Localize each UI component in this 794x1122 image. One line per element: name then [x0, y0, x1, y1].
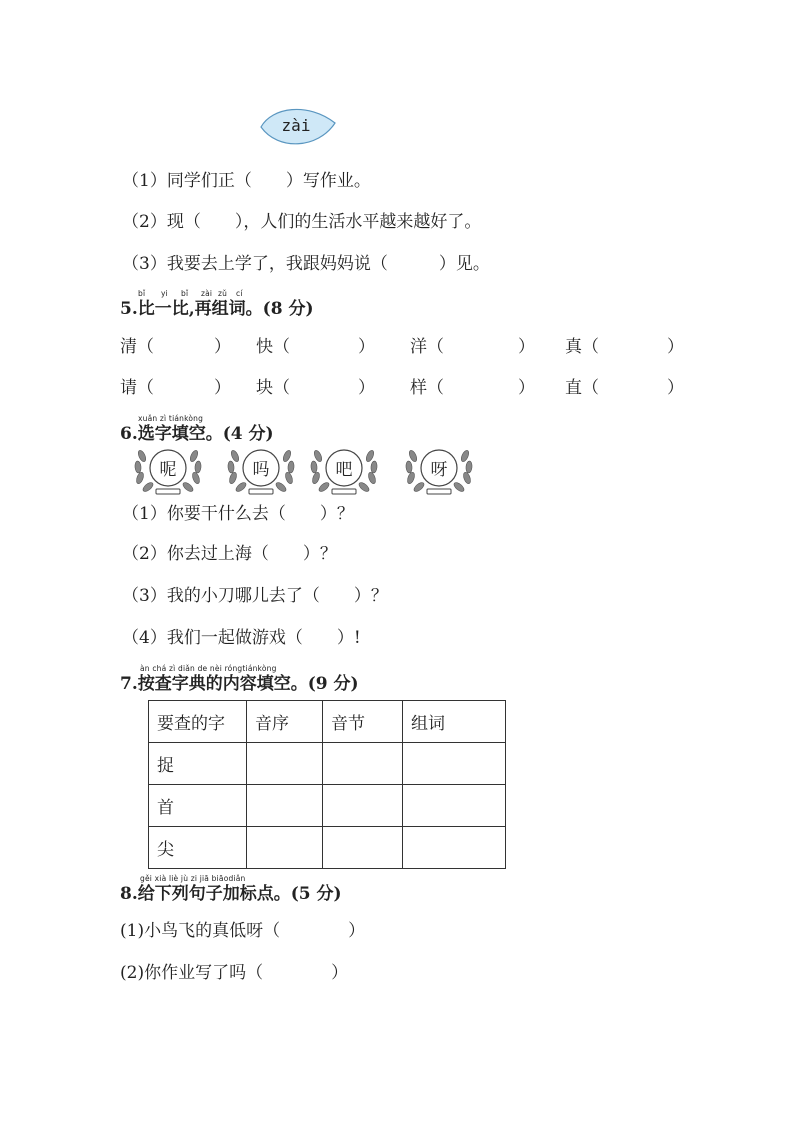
q6-line-3: （3）我的小刀哪儿去了（ ）？: [122, 586, 388, 606]
wreath-option-4[interactable]: [401, 440, 477, 500]
wreath-option-1[interactable]: [130, 440, 206, 500]
q5-r1-c1: 清（: [120, 337, 154, 357]
table-header-row: [149, 701, 506, 743]
q5-r1-c3-close: ）: [518, 337, 535, 357]
q5-r2-c2: 块（: [256, 378, 290, 398]
q7-pinyin: àn chá zì diǎn de nèi róngtiánkòng: [140, 664, 277, 673]
q5-r1-c2: 快（: [256, 337, 290, 357]
q5-r1-c4-close: ）: [667, 337, 684, 357]
q5-pinyin-6: cí: [236, 289, 243, 298]
dictionary-table: [148, 700, 506, 869]
option-char: 呢: [159, 460, 177, 480]
q4-line-1: （1）同学们正（ ）写作业。: [122, 171, 371, 191]
q5-r1-c2-close: ）: [358, 337, 375, 357]
table-cell-blank[interactable]: [403, 827, 506, 869]
q5-r2-c2-close: ）: [358, 378, 375, 398]
table-header: 要查的字: [149, 701, 247, 743]
wreath-option-3[interactable]: [306, 440, 382, 500]
q7-title: 7.按查字典的内容填空。(9 分): [120, 674, 359, 694]
table-cell-char: 首: [149, 785, 247, 827]
table-row: [149, 827, 506, 869]
wreath-option-2[interactable]: [223, 440, 299, 500]
table-cell-blank[interactable]: [247, 743, 323, 785]
q5-r2-c3: 样（: [410, 378, 444, 398]
q8-line-2: (2)你作业写了吗（ ）: [120, 963, 349, 983]
leaf-pinyin: zài: [281, 116, 311, 135]
q5-r1-c4: 真（: [565, 337, 599, 357]
q5-pinyin-5: zǔ: [218, 289, 228, 298]
q5-r1-c3: 洋（: [410, 337, 444, 357]
q5-r2-c4: 直（: [565, 378, 599, 398]
q5-r1-c1-close: ）: [214, 337, 231, 357]
option-char: 吧: [335, 460, 353, 480]
q5-pinyin-3: bǐ: [181, 289, 189, 298]
q8-pinyin: gěi xià liè jù zi jiā biāodiǎn: [140, 874, 246, 883]
table-header: 音节: [323, 701, 403, 743]
table-cell-blank[interactable]: [323, 743, 403, 785]
q6-title: 6.选字填空。(4 分): [120, 424, 274, 444]
q5-r2-c1: 请（: [120, 378, 154, 398]
q8-title: 8.给下列句子加标点。(5 分): [120, 884, 342, 904]
q4-line-3: （3）我要去上学了，我跟妈妈说（ ）见。: [122, 254, 490, 274]
table-row: [149, 743, 506, 785]
q6-line-1: （1）你要干什么去（ ）？: [122, 504, 354, 524]
q5-r2-c3-close: ）: [518, 378, 535, 398]
option-char: 呀: [430, 460, 448, 480]
q5-pinyin-4: zài: [201, 289, 213, 298]
table-header: 音序: [247, 701, 323, 743]
q8-line-1: (1)小鸟飞的真低呀（ ）: [120, 921, 366, 941]
leaf-badge: [258, 104, 338, 150]
q6-line-4: （4）我们一起做游戏（ ）!: [122, 628, 361, 648]
option-char: 吗: [252, 460, 270, 480]
q6-pinyin: xuǎn zì tiánkòng: [138, 414, 204, 423]
q5-title: 5.比一比,再组词。(8 分): [120, 299, 314, 319]
table-row: [149, 785, 506, 827]
q4-line-2: （2）现（ ），人们的生活水平越来越好了。: [122, 212, 482, 232]
table-cell-blank[interactable]: [403, 785, 506, 827]
table-cell-blank[interactable]: [323, 785, 403, 827]
q5-r2-c1-close: ）: [214, 378, 231, 398]
table-cell-blank[interactable]: [247, 827, 323, 869]
table-cell-char: 捉: [149, 743, 247, 785]
q5-pinyin-1: bǐ: [138, 289, 146, 298]
table-cell-blank[interactable]: [247, 785, 323, 827]
table-cell-blank[interactable]: [403, 743, 506, 785]
q6-line-2: （2）你去过上海（ ）？: [122, 544, 337, 564]
table-cell-char: 尖: [149, 827, 247, 869]
table-cell-blank[interactable]: [323, 827, 403, 869]
q5-r2-c4-close: ）: [667, 378, 684, 398]
table-header: 组词: [403, 701, 506, 743]
q5-pinyin-2: yi: [161, 289, 168, 298]
